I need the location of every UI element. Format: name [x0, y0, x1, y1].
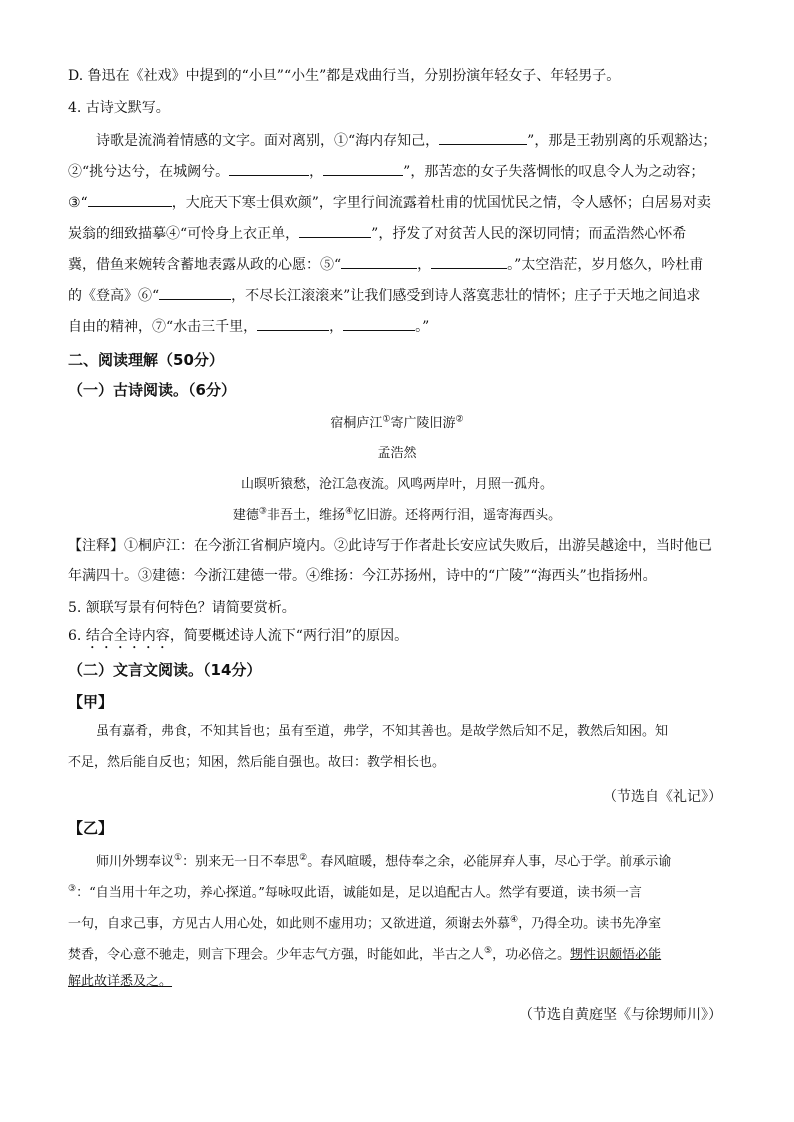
answer-blank[interactable] — [439, 130, 527, 145]
yi-source: （节选自黄庭坚《与徐甥师川》） — [519, 1007, 722, 1023]
poem-author: 孟浩然 — [377, 446, 417, 461]
underlined-sentence-end: 解此故详悉及之。 — [68, 974, 173, 989]
q4-line-2: ②“挑兮达兮，在城阙兮。 ， ”，那苦恋的女子失落惆怅的叹息令人为之动容； — [68, 161, 704, 182]
answer-blank[interactable] — [159, 285, 231, 300]
question-6: 6. 结合全诗内容，简要概述诗人流下“两行泪”的原因。 — [68, 628, 409, 644]
q4-line-7: 自由的精神，⑦“水击三千里， ， 。” — [68, 316, 429, 337]
notes-line-1: 【注释】①桐庐江：在今浙江省桐庐境内。②此诗写于作者赴长安应试失败后，出游吴越途中，当时他已 — [68, 538, 712, 554]
jia-source: （节选自《礼记》） — [603, 789, 722, 805]
option-d: D. 鲁迅在《社戏》中提到的“小旦”“小生”都是戏曲行当，分别扮演年轻女子、年轻男子。 — [68, 68, 621, 84]
answer-blank[interactable] — [343, 316, 415, 331]
q4-line-5: 冀，借鱼来婉转含蓄地表露从政的心愿：⑤“ ， 。”太空浩茫，岁月悠久，吟杜甫 — [68, 254, 703, 275]
q4-line-1: 诗歌是流淌着情感的文字。面对离别，①“海内存知己， ”，那是王勃别离的乐观豁达； — [96, 130, 716, 151]
answer-blank[interactable] — [341, 254, 417, 269]
poem-line-1: 山暝听猿愁，沧江急夜流。风鸣两岸叶，月照一孤舟。 — [240, 477, 553, 492]
answer-blank[interactable] — [299, 223, 371, 238]
poem-line-2: 建德③非吾土，维扬④忆旧游。还将两行泪，遥寄海西头。 — [232, 506, 562, 523]
answer-blank[interactable] — [323, 161, 403, 176]
section-2-heading: 二、阅读理解（50分） — [68, 351, 224, 369]
q4-line-4: 炭翁的细致描摹④“可怜身上衣正单， ”，抒发了对贫苦人民的深切同情；而孟浩然心怀希 — [68, 223, 686, 244]
yi-line-2: ③：“自当用十年之功，养心探道。”每咏叹此语，诚能如是，足以追配古人。然学有要道，读书须一言 — [68, 884, 642, 901]
question-5: 5. 颔联写景有何特色？请简要赏析。 — [68, 600, 296, 616]
subsection-2-heading: （二）文言文阅读。（14分） — [68, 661, 262, 679]
answer-blank[interactable] — [257, 316, 329, 331]
answer-blank[interactable] — [229, 161, 309, 176]
underlined-sentence: 甥性识颇悟必能 — [570, 947, 662, 963]
jia-line-1: 虽有嘉肴，弗食，不知其旨也；虽有至道，弗学，不知其善也。是故学然后知不足，教然后知困。知 — [96, 724, 669, 739]
subsection-1-heading: （一）古诗阅读。（6分） — [68, 381, 236, 399]
notes-line-2: 年满四十。③建德：今浙江建德一带。④维扬：今江苏扬州，诗中的“广陵”“海西头”也指扬州。 — [68, 568, 657, 584]
answer-blank[interactable] — [431, 254, 507, 269]
passage-jia-label: 【甲】 — [68, 693, 114, 711]
yi-line-4: 焚香，令心意不驰走，则言下理会。少年志气方强，时能如此，半古之人⑤，功必倍之。甥性识颇悟必能 — [68, 946, 662, 963]
question-4-title: 4. 古诗文默写。 — [68, 100, 170, 116]
passage-yi-label: 【乙】 — [68, 819, 114, 837]
answer-blank[interactable] — [88, 192, 172, 207]
yi-line-5 — [68, 972, 172, 992]
q4-line-6: 的《登高》⑥“ ，不尽长江滚滚来”让我们感受到诗人落寞悲壮的情怀；庄子于天地之间追求 — [68, 285, 700, 306]
yi-line-1: 师川外甥奉议①：别来无一日不奉思②。春风暄暖，想侍奉之余，必能屏弃人事，尽心于学。前承示谕 — [96, 853, 672, 870]
yi-line-3: 一句，自求己事，方见古人用心处，如此则不虚用功；又欲进道，须谢去外慕④，乃得全功。读书先净室 — [68, 915, 662, 932]
poem-title: 宿桐庐江①寄广陵旧游② — [330, 414, 464, 431]
q4-line-3: ③“ ，大庇天下寒士俱欢颜”，字里行间流露着杜甫的忧国忧民之情，令人感怀；白居易对卖 — [68, 192, 711, 213]
jia-line-2: 不足，然后能自反也；知困，然后能自强也。故曰：教学相长也。 — [68, 755, 446, 770]
